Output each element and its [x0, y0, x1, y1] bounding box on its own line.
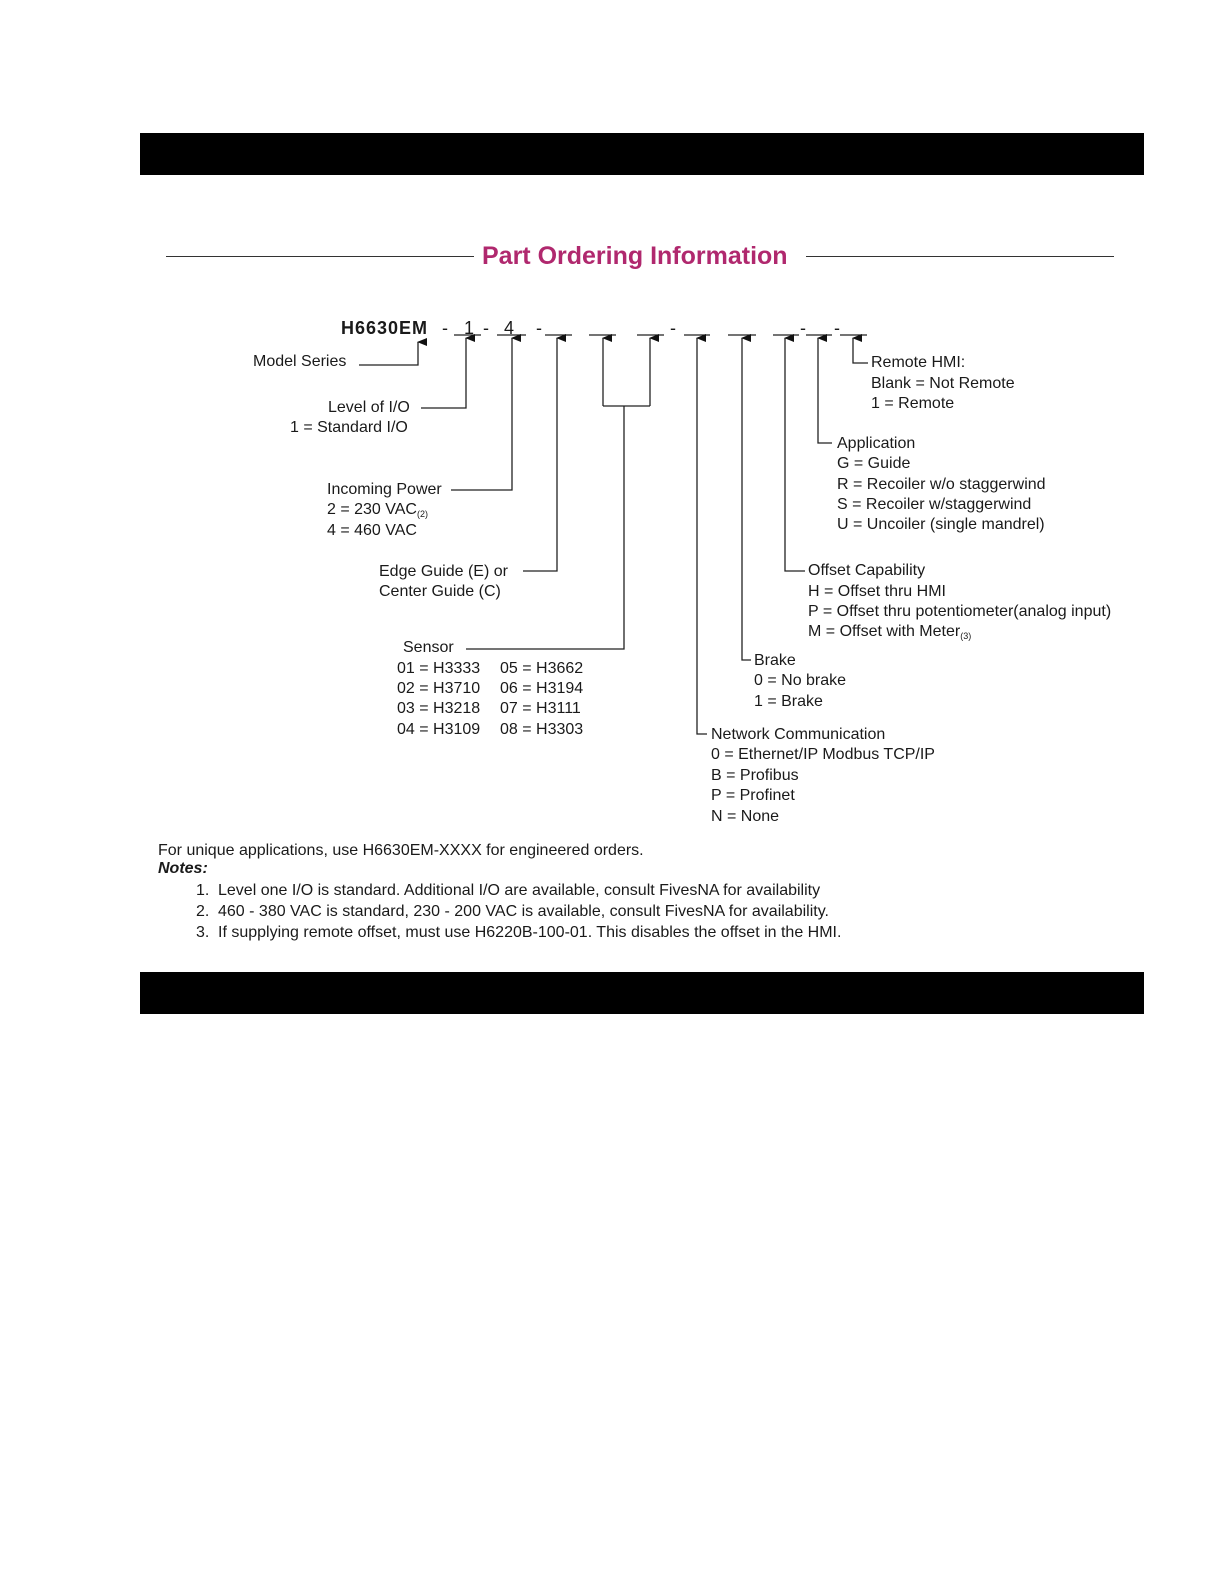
note-item: 3. If supplying remote offset, must use H6220B-100-01. This disables the offset in the HMI.: [196, 924, 842, 941]
note-item: 1. Level one I/O is standard. Additional I/O are available, consult FivesNA for availability: [196, 882, 821, 899]
network-option: N = None: [711, 808, 780, 825]
application-option: U = Uncoiler (single mandrel): [837, 516, 1045, 533]
model-series-label: Model Series: [253, 353, 347, 370]
offset-option-3: M = Offset with Meter$_{(3)}$: [808, 623, 972, 641]
sensor-option: 07 = H3111: [500, 700, 581, 717]
level-io-title: Level of I/O: [328, 399, 410, 416]
network-option: 0 = Ethernet/IP Modbus TCP/IP: [711, 746, 935, 763]
code-dash: -: [442, 318, 448, 338]
sensor-option: 01 = H3333: [397, 660, 481, 677]
application-option: R = Recoiler w/o staggerwind: [837, 476, 1046, 493]
offset-title: Offset Capability: [808, 562, 926, 579]
offset-option-1: H = Offset thru HMI: [808, 583, 946, 600]
sensor-option: 03 = H3218: [397, 700, 481, 717]
power-option-1: 2 = 230 $VAC_{(2)}$: [327, 501, 428, 519]
application-option: S = Recoiler w/staggerwind: [837, 496, 1032, 513]
remote-hmi-option: Blank = Not Remote: [871, 375, 1015, 392]
notes-heading: Notes:: [158, 860, 208, 877]
guide-line-2: Center Guide (C): [379, 583, 501, 600]
sensor-option: 05 = H3662: [500, 660, 584, 677]
network-option: P = Profinet: [711, 787, 795, 804]
remote-hmi-option: 1 = Remote: [871, 395, 955, 412]
network-option: B = Profibus: [711, 767, 799, 784]
remote-hmi-title: Remote HMI:: [871, 354, 966, 371]
section-title: Part Ordering Information: [482, 242, 788, 270]
power-option-2: 4 = 460 VAC: [327, 522, 417, 539]
code-dash: -: [834, 318, 840, 338]
sensor-option: 02 = H3710: [397, 680, 481, 697]
sensor-option: 08 = H3303: [500, 721, 584, 738]
power-title: Incoming Power: [327, 481, 442, 498]
level-io-option: 1 = Standard I/O: [290, 419, 408, 436]
model-code-prefix: H6630EM: [341, 318, 429, 338]
code-level-value: 1: [464, 318, 475, 338]
application-title: Application: [837, 435, 916, 452]
brake-title: Brake: [754, 652, 796, 669]
code-power-value: 4: [504, 318, 515, 338]
code-dash: -: [483, 318, 489, 338]
note-item: 2. 460 - 380 VAC is standard, 230 - 200 VAC is available, consult FivesNA for availability.: [196, 903, 829, 920]
code-dash: -: [536, 318, 542, 338]
sensor-title: Sensor: [403, 639, 454, 656]
code-dash: -: [670, 318, 676, 338]
brake-option: 0 = No brake: [754, 672, 847, 689]
sensor-option: 06 = H3194: [500, 680, 584, 697]
sensor-option: 04 = H3109: [397, 721, 481, 738]
unique-applications-text: For unique applications, use H6630EM-XXXX for engineered orders.: [158, 842, 644, 859]
guide-line-1: Edge Guide (E) or: [379, 563, 508, 580]
brake-option: 1 = Brake: [754, 693, 823, 710]
offset-option-2: P = Offset thru potentiometer(analog input): [808, 603, 1112, 620]
network-title: Network Communication: [711, 726, 886, 743]
code-dash: -: [800, 318, 806, 338]
application-option: G = Guide: [837, 455, 911, 472]
